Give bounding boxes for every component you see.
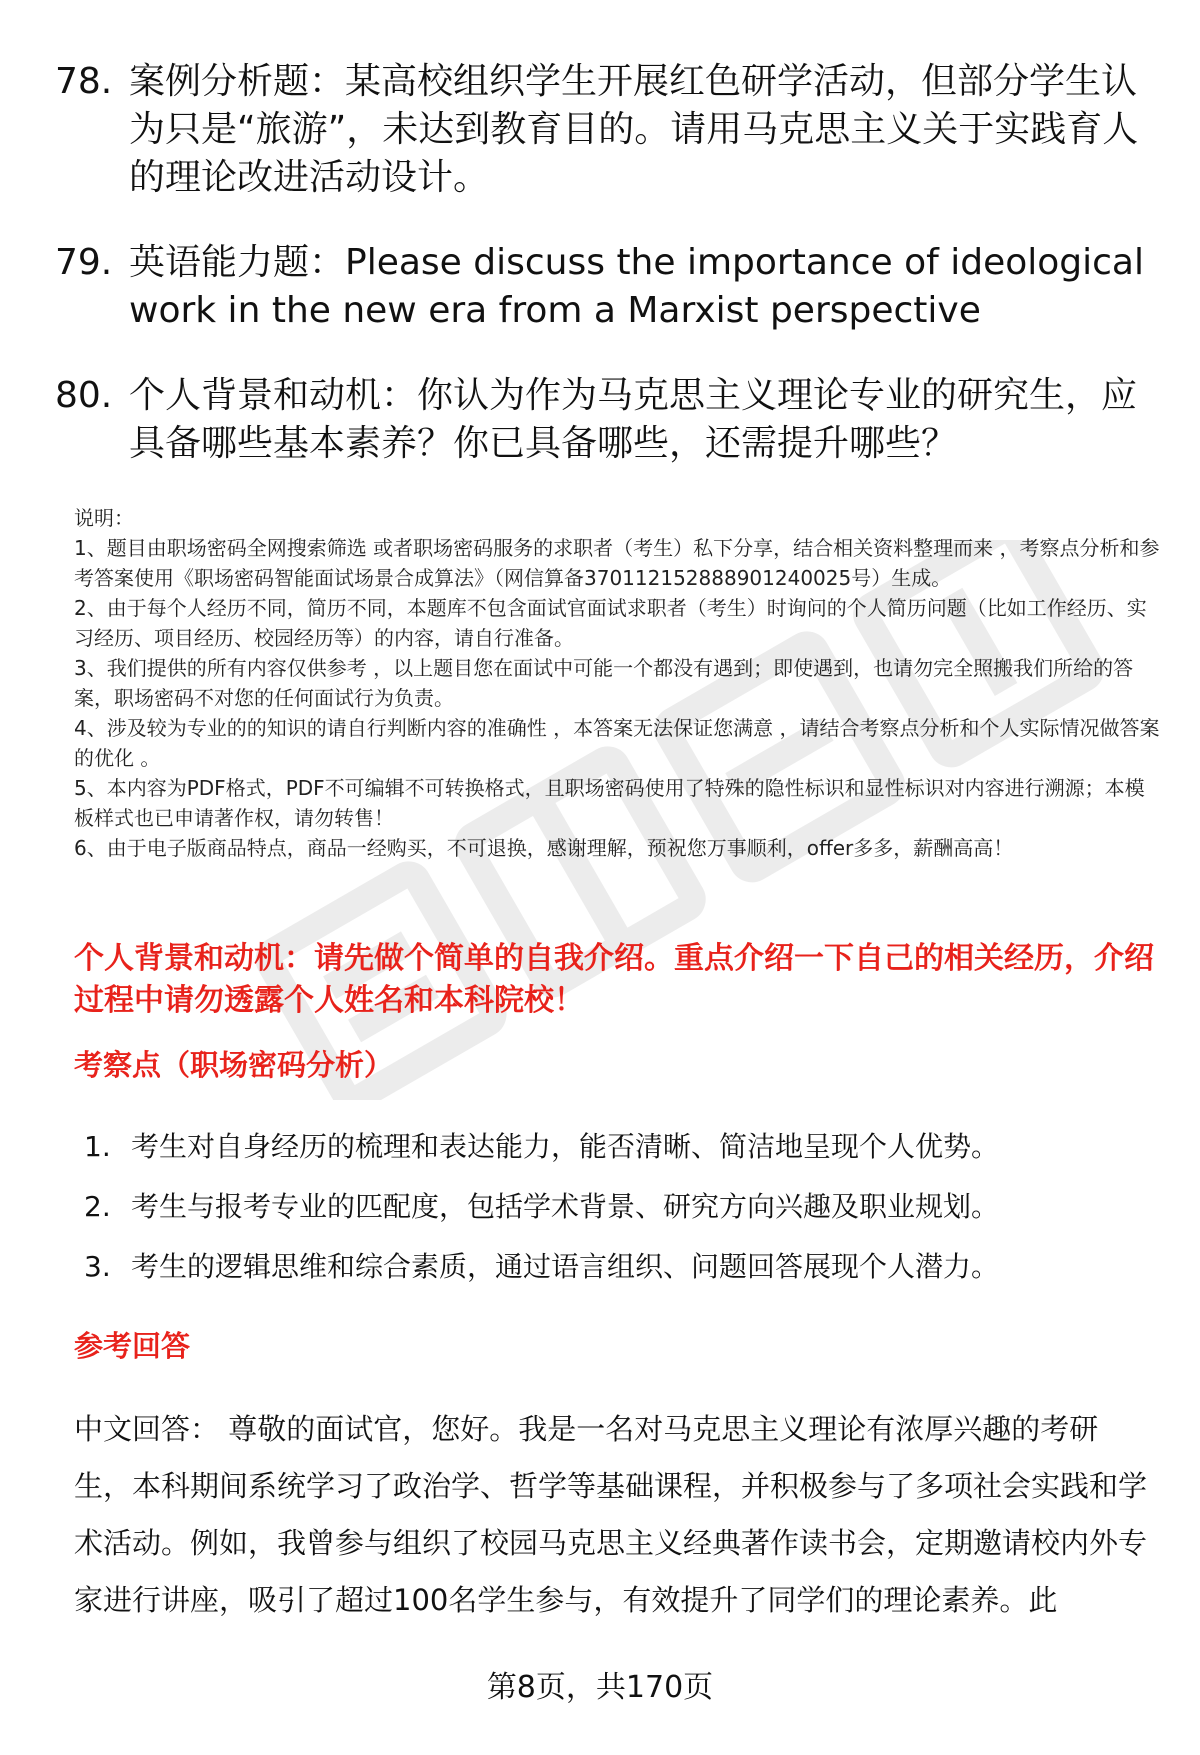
question-number: 78. xyxy=(55,61,113,102)
focus-heading: 考察点（职场密码分析） xyxy=(74,1048,394,1082)
question-number: 79. xyxy=(55,242,113,283)
answer-label: 中文回答： xyxy=(74,1412,220,1446)
question-number: 80. xyxy=(55,375,113,416)
question-item xyxy=(55,58,1155,202)
focus-item xyxy=(80,1187,1160,1247)
note-item: 4、涉及较为专业的的知识的请自行判断内容的准确性 ，本答案无法保证您满意 ，请结合考察点分析和个人实际情况做答案的优化 。 xyxy=(74,716,1160,770)
focus-number: 2. xyxy=(84,1190,111,1223)
question-text: 英语能力题：Please discuss the importance of ideological work in the new era from a Marxist perspective xyxy=(129,242,1144,331)
notes-title: 说明： xyxy=(74,506,134,530)
focus-list xyxy=(80,1127,1160,1307)
focus-item xyxy=(80,1247,1160,1307)
answer-text: 尊敬的面试官，您好。我是一名对马克思主义理论有浓厚兴趣的考研生，本科期间系统学习了政治学、哲学等基础课程，并积极参与了多项社会实践和学术活动。例如，我曾参与组织了校园马克思主义经典著作读书会，定期邀请校内外专家进行讲座，吸引了超过100名学生参与，有效提升了同学们的理论素养。此 xyxy=(74,1412,1148,1617)
answer-heading: 参考回答 xyxy=(74,1329,191,1363)
question-item xyxy=(55,239,1155,335)
note-item: 2、由于每个人经历不同，简历不同，本题库不包含面试官面试求职者（考生）时询问的个人简历问题（比如工作经历、实习经历、项目经历、校园经历等）的内容，请自行准备。 xyxy=(74,596,1147,650)
note-item: 6、由于电子版商品特点，商品一经购买，不可退换，感谢理解，预祝您万事顺利，offer多多，薪酬高高！ xyxy=(74,836,1014,860)
question-text: 个人背景和动机：你认为作为马克思主义理论专业的研究生，应具备哪些基本素养？你已具备哪些，还需提升哪些？ xyxy=(129,375,1138,464)
note-item: 5、本内容为PDF格式，PDF不可编辑不可转换格式，且职场密码使用了特殊的隐性标识和显性标识对内容进行溯源；本模板样式也已申请著作权，请勿转售！ xyxy=(74,776,1145,830)
question-item xyxy=(55,372,1155,468)
focus-number: 1. xyxy=(84,1130,111,1163)
note-item: 3、我们提供的所有内容仅供参考 ，以上题目您在面试中可能一个都没有遇到；即使遇到，也请勿完全照搬我们所给的答案，职场密码不对您的任何面试行为负责。 xyxy=(74,656,1134,710)
note-item: 1、题目由职场密码全网搜索筛选 或者职场密码服务的求职者（考生）私下分享，结合相关资料整理而来 ，考察点分析和参考答案使用《职场密码智能面试场景合成算法》（网信算备370112152888901240025号）生成。 xyxy=(74,536,1160,590)
focus-number: 3. xyxy=(84,1250,111,1283)
notes-section xyxy=(74,503,1164,863)
focus-text: 考生与报考专业的匹配度，包括学术背景、研究方向兴趣及职业规划。 xyxy=(131,1190,1000,1223)
question-heading: 个人背景和动机：请先做个简单的自我介绍。重点介绍一下自己的相关经历，介绍过程中请勿透露个人姓名和本科院校！ xyxy=(74,941,1154,1018)
focus-text: 考生对自身经历的梳理和表达能力，能否清晰、简洁地呈现个人优势。 xyxy=(131,1130,1000,1163)
focus-text: 考生的逻辑思维和综合素质，通过语言组织、问题回答展现个人潜力。 xyxy=(131,1250,1000,1283)
page-footer: 第8页，共170页 xyxy=(486,1670,714,1705)
question-list xyxy=(55,58,1155,468)
question-text: 案例分析题：某高校组织学生开展红色研学活动，但部分学生认为只是“旅游”，未达到教育目的。请用马克思主义关于实践育人的理论改进活动设计。 xyxy=(129,61,1139,198)
answer-body xyxy=(74,1401,1154,1629)
focus-item xyxy=(80,1127,1160,1187)
